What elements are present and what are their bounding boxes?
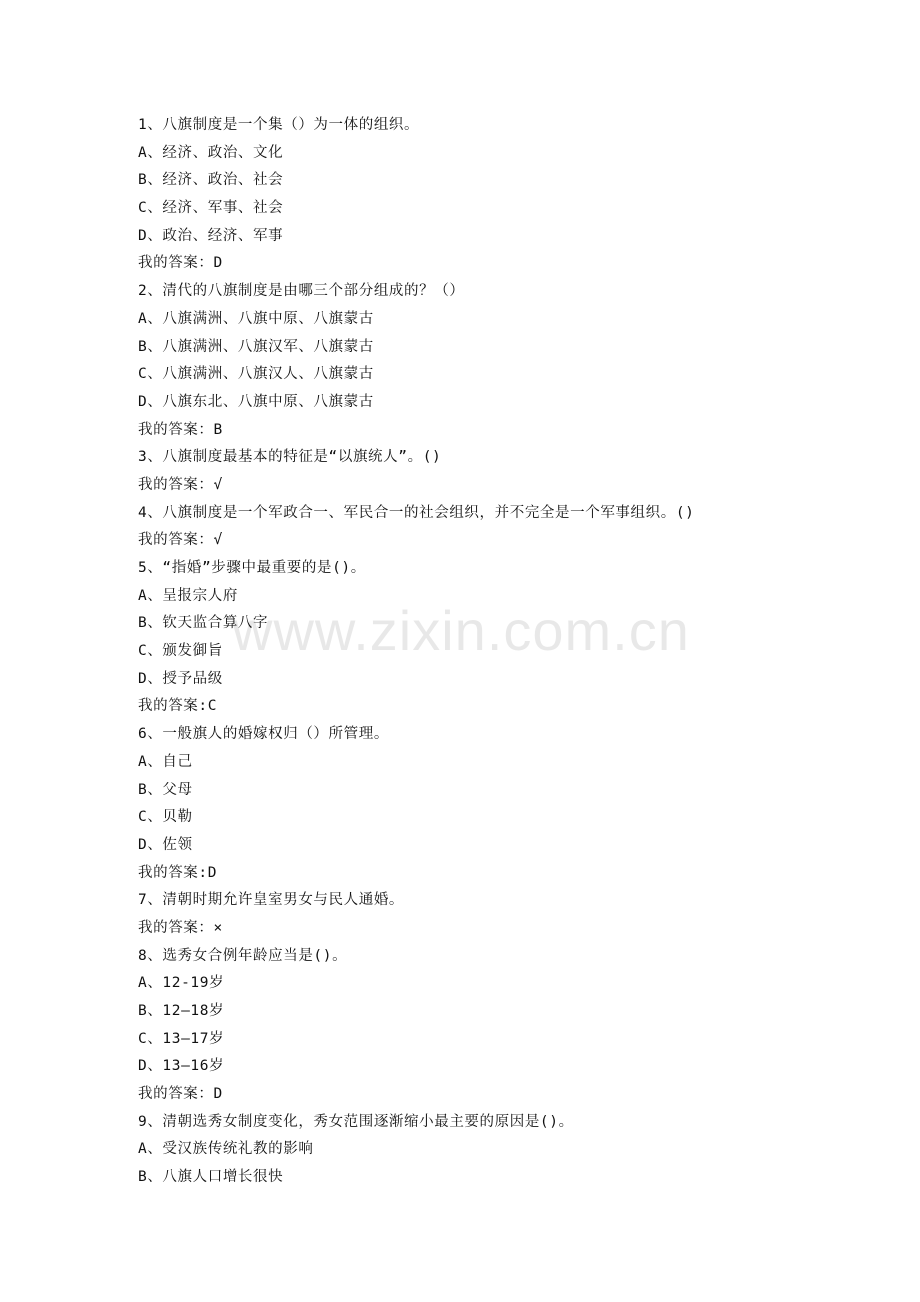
q6-option-a: A、自己 bbox=[138, 753, 193, 770]
q2-option-c: C、八旗满洲、八旗汉人、八旗蒙古 bbox=[138, 366, 374, 383]
question-6: 6、一般旗人的婚嫁权归（）所管理。 bbox=[138, 726, 389, 743]
q2-answer: 我的答案：B bbox=[138, 421, 223, 438]
watermark: www.zixin.com.cn bbox=[232, 599, 690, 662]
q7-answer: 我的答案：× bbox=[138, 919, 223, 936]
q9-option-b: B、八旗人口增长很快 bbox=[138, 1169, 284, 1186]
q5-option-c: C、颁发御旨 bbox=[138, 643, 223, 660]
q9-option-a: A、受汉族传统礼教的影响 bbox=[138, 1141, 314, 1158]
question-5: 5、“指婚”步骤中最重要的是()。 bbox=[138, 560, 366, 576]
q2-option-b: B、八旗满洲、八旗汉军、八旗蒙古 bbox=[138, 338, 374, 355]
q8-option-b: B、12—18岁 bbox=[138, 1003, 225, 1019]
q1-answer: 我的答案：D bbox=[138, 255, 223, 272]
q4-answer: 我的答案：√ bbox=[138, 532, 223, 549]
q6-option-b: B、父母 bbox=[138, 781, 193, 798]
question-3: 3、八旗制度最基本的特征是“以旗统人”。() bbox=[138, 449, 442, 466]
q2-option-a: A、八旗满洲、八旗中原、八旗蒙古 bbox=[138, 310, 374, 327]
q8-answer: 我的答案：D bbox=[138, 1086, 223, 1103]
question-7: 7、清朝时期允许皇室男女与民人通婚。 bbox=[138, 892, 405, 909]
q6-option-d: D、佐领 bbox=[138, 836, 193, 853]
question-4: 4、八旗制度是一个军政合一、军民合一的社会组织，并不完全是一个军事组织。() bbox=[138, 504, 695, 521]
q5-option-b: B、钦天监合算八字 bbox=[138, 615, 269, 632]
question-8: 8、选秀女合例年龄应当是()。 bbox=[138, 947, 348, 964]
document-content bbox=[138, 112, 858, 1192]
question-2: 2、清代的八旗制度是由哪三个部分组成的？（） bbox=[138, 283, 465, 300]
q5-option-a: A、呈报宗人府 bbox=[138, 587, 238, 604]
q1-option-c: C、经济、军事、社会 bbox=[138, 200, 284, 217]
q8-option-c: C、13—17岁 bbox=[138, 1030, 225, 1047]
q1-option-a: A、经济、政治、文化 bbox=[138, 144, 284, 161]
q2-option-d: D、八旗东北、八旗中原、八旗蒙古 bbox=[138, 393, 374, 410]
q8-option-d: D、13—16岁 bbox=[138, 1058, 225, 1075]
q5-answer: 我的答案:C bbox=[138, 698, 218, 715]
question-9: 9、清朝选秀女制度变化，秀女范围逐渐缩小最主要的原因是()。 bbox=[138, 1113, 574, 1130]
q1-option-d: D、政治、经济、军事 bbox=[138, 227, 284, 244]
q8-option-a: A、12-19岁 bbox=[138, 975, 225, 992]
q6-answer: 我的答案:D bbox=[138, 864, 218, 881]
q1-option-b: B、经济、政治、社会 bbox=[138, 172, 284, 189]
question-1: 1、八旗制度是一个集（）为一体的组织。 bbox=[138, 117, 420, 133]
q3-answer: 我的答案：√ bbox=[138, 476, 223, 493]
q6-option-c: C、贝勒 bbox=[138, 809, 193, 826]
q5-option-d: D、授予品级 bbox=[138, 670, 223, 687]
